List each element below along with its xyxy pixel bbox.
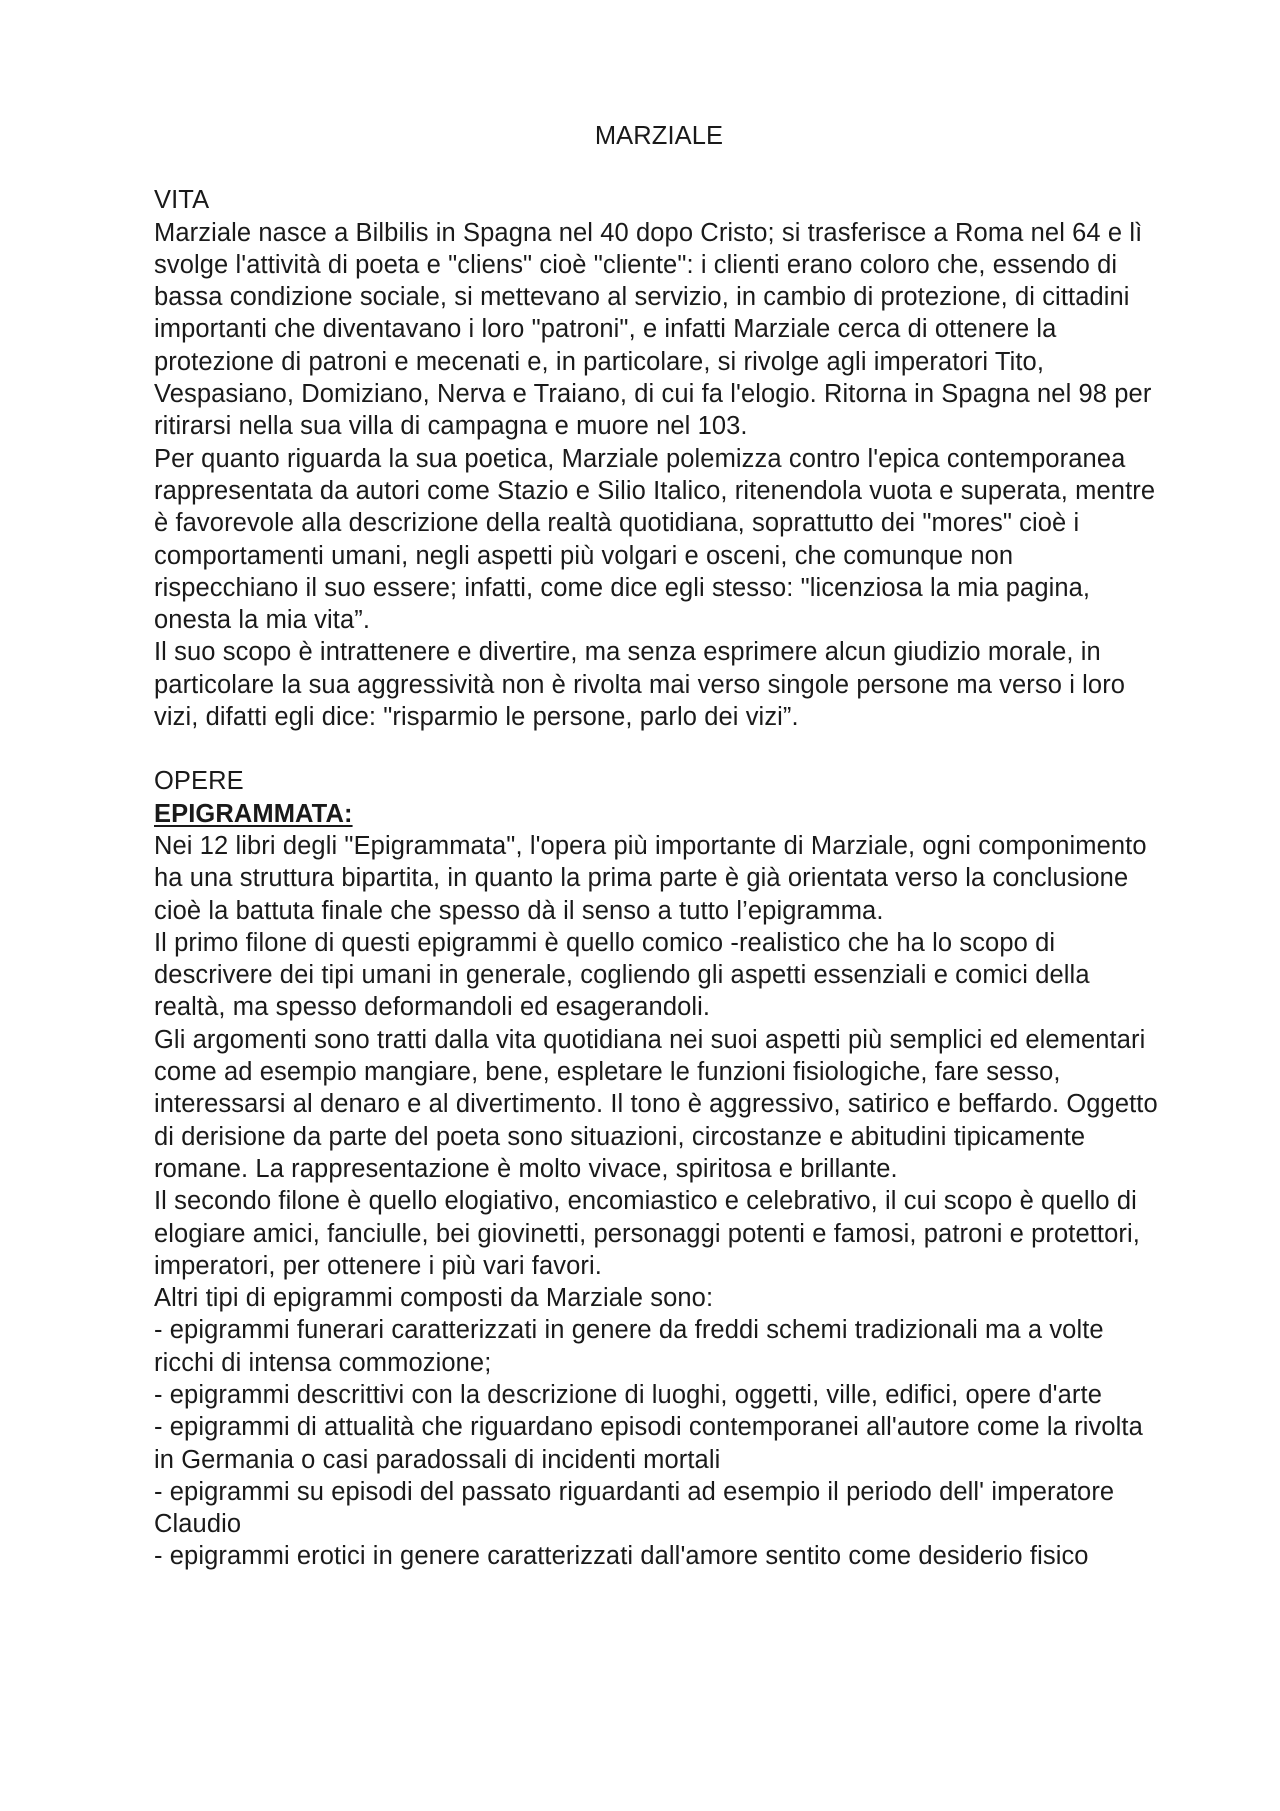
opere-paragraph-3: Gli argomenti sono tratti dalla vita quotidiana nei suoi aspetti più semplici ed elementari come ad esempio mangiare, bene, espletare le funzioni fisiologiche, fare sesso, interessarsi al denaro e al divertimento. Il tono è aggressivo, satirico e beffardo. Oggetto di derisione da parte del poeta sono situazioni, circostanze e abitudini tipicamente romane. La rappresentazione è molto vivace, spiritosa e brillante. bbox=[154, 1025, 1158, 1183]
document-title: MARZIALE bbox=[594, 122, 724, 150]
opere-paragraph-5: Altri tipi di epigrammi composti da Marziale sono: bbox=[154, 1284, 714, 1313]
opere-paragraph-2: Il primo filone di questi epigrammi è quello comico -realistico che ha lo scopo di descrivere dei tipi umani in generale, cogliendo gli aspetti essenziali e comici della realtà, ma spesso deformandoli ed esagerandoli. bbox=[154, 928, 1090, 1022]
section-heading-opere: OPERE bbox=[154, 767, 244, 796]
subheading-epigrammata: EPIGRAMMATA: bbox=[154, 799, 353, 828]
list-item: - epigrammi di attualità che riguardano episodi contemporanei all'autore come la rivolta in Germania o casi paradossali di incidenti mortali bbox=[154, 1413, 1143, 1474]
opere-paragraph-1: Nei 12 libri degli "Epigrammata", l'opera più importante di Marziale, ogni componimento ha una struttura bipartita, in quanto la prima parte è già orientata verso la conclusione cioè la battuta finale che spesso dà il senso a tutto l’epigramma. bbox=[154, 831, 1147, 925]
vita-paragraph-2: Per quanto riguarda la sua poetica, Marziale polemizza contro l'epica contemporanea rappresentata da autori come Stazio e Silio Italico, ritenendola vuota e superata, mentre è favorevole alla descrizione della realtà quotidiana, soprattutto dei "mores" cioè i comportamenti umani, negli aspetti più volgari e osceni, che comunque non rispecchiano il suo essere; infatti, come dice egli stesso: "licenziosa la mia pagina, onesta la mia vita”. bbox=[154, 444, 1156, 635]
document-page bbox=[154, 120, 1164, 1573]
vita-paragraph-3: Il suo scopo è intrattenere e divertire, ma senza esprimere alcun giudizio morale, in particolare la sua aggressività non è rivolta mai verso singole persone ma verso i loro vizi, difatti egli dice: "risparmio le persone, parlo dei vizi”. bbox=[154, 638, 1126, 732]
section-spacer bbox=[154, 733, 1164, 765]
list-item: - epigrammi funerari caratterizzati in genere da freddi schemi tradizionali ma a volte ricchi di intensa commozione; bbox=[154, 1316, 1104, 1377]
list-item: - epigrammi erotici in genere caratterizzati dall'amore sentito come desiderio fisico bbox=[154, 1542, 1089, 1571]
section-heading-vita: VITA bbox=[154, 186, 210, 215]
list-item: - epigrammi su episodi del passato riguardanti ad esempio il periodo dell' imperatore Claudio bbox=[154, 1477, 1115, 1539]
vita-paragraph-1: Marziale nasce a Bilbilis in Spagna nel 40 dopo Cristo; si trasferisce a Roma nel 64 e lì svolge l'attività di poeta e "cliens" cioè "cliente": i clienti erano coloro che, essendo di bassa condizione sociale, si mettevano al servizio, in cambio di protezione, di cittadini importanti che diventavano i loro "patroni", e infatti Marziale cerca di ottenere la protezione di patroni e mecenati e, in particolare, si rivolge agli imperatori Tito, Vespasiano, Domiziano, Nerva e Traiano, di cui fa l'elogio. Ritorna in Spagna nel 98 per ritirarsi nella sua villa di campagna e muore nel 103. bbox=[154, 218, 1152, 441]
section-opere bbox=[154, 765, 1164, 1572]
list-item: - epigrammi descrittivi con la descrizione di luoghi, oggetti, ville, edifici, opere d'arte bbox=[154, 1380, 1102, 1409]
section-vita bbox=[154, 184, 1164, 733]
opere-paragraph-4: Il secondo filone è quello elogiativo, encomiastico e celebrativo, il cui scopo è quello di elogiare amici, fanciulle, bei giovinetti, personaggi potenti e famosi, patroni e protettori, imperatori, per ottenere i più vari favori. bbox=[154, 1187, 1140, 1280]
